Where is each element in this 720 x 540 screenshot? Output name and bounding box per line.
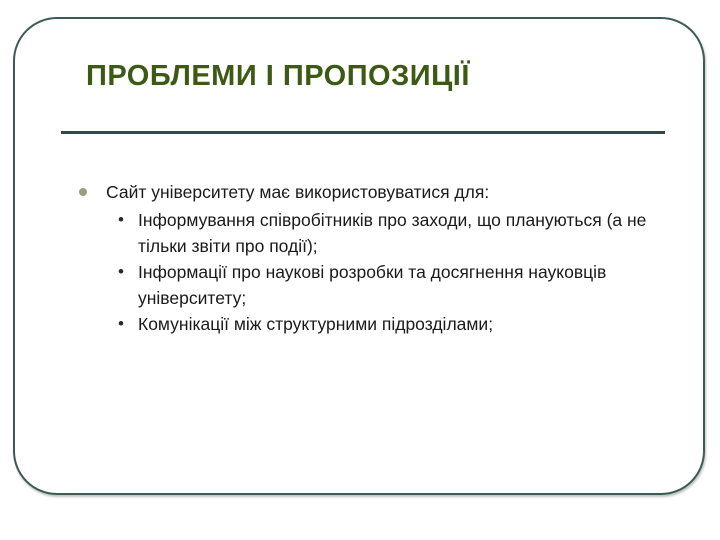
slide-title: ПРОБЛЕМИ І ПРОПОЗИЦІЇ xyxy=(86,60,470,92)
bullet-dot-icon: • xyxy=(118,210,124,229)
sub-bullet-item xyxy=(76,207,676,259)
title-divider xyxy=(61,131,665,134)
sub-bullet-item xyxy=(76,259,676,311)
bullet-dot-icon: • xyxy=(118,262,124,281)
sub-bullet-item xyxy=(76,311,676,337)
main-bullet-item xyxy=(76,180,676,204)
slide-content xyxy=(76,180,676,337)
sub-bullet-list xyxy=(76,207,676,337)
main-bullet-text: Сайт університету має використовуватися для: xyxy=(106,182,490,202)
sub-bullet-text: Комунікації між структурними підрозділами; xyxy=(138,314,494,334)
sub-bullet-text: Інформації про наукові розробки та досягнення науковців університету; xyxy=(138,262,607,308)
bullet-dot-icon xyxy=(79,188,87,196)
bullet-dot-icon: • xyxy=(118,314,124,333)
sub-bullet-text: Інформування співробітників про заходи, що плануються (а не тільки звіти про події); xyxy=(138,210,647,256)
